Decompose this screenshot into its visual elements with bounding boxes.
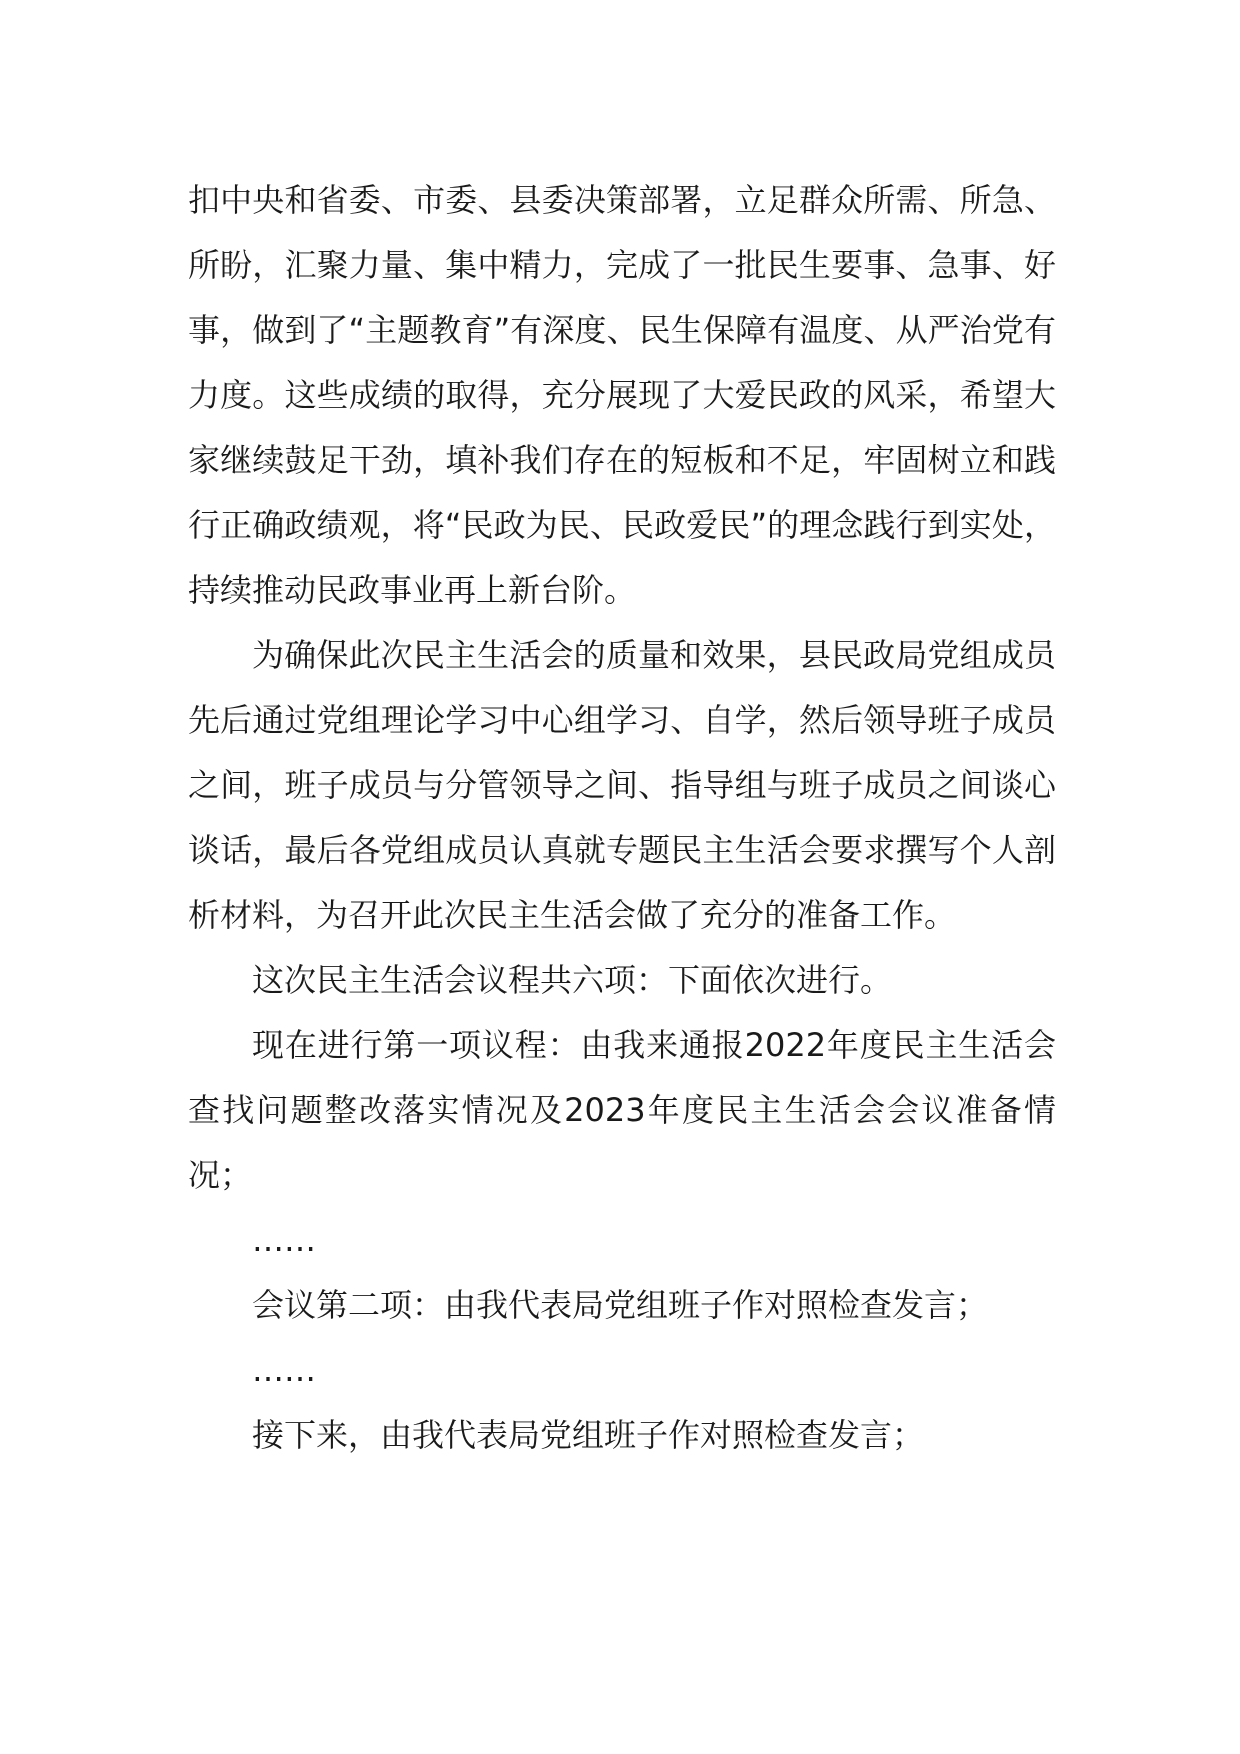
document-body	[188, 168, 1056, 1468]
ellipsis-1: ……	[252, 1221, 316, 1259]
paragraph-preparation: 为确保此次民主生活会的质量和效果，县民政局党组成员先后通过党组理论学习中心组学习、自学，然后领导班子成员之间，班子成员与分管领导之间、指导组与班子成员之间谈心谈话，最后各党组成员认真就专题民主生活会要求撰写个人剖析材料，为召开此次民主生活会做了充分的准备工作。	[188, 636, 1056, 934]
paragraph-agenda-item-1: 现在进行第一项议程：由我来通报2022年度民主生活会查找问题整改落实情况及2023年度民主生活会会议准备情况；	[188, 1026, 1056, 1194]
ellipsis-2: ……	[252, 1351, 316, 1389]
paragraph-agenda-item-2: 会议第二项：由我代表局党组班子作对照检查发言；	[252, 1286, 989, 1324]
paragraph-agenda-intro: 这次民主生活会议程共六项：下面依次进行。	[252, 961, 893, 999]
paragraph-continuation: 扣中央和省委、市委、县委决策部署，立足群众所需、所急、所盼，汇聚力量、集中精力，完成了一批民生要事、急事、好事，做到了“主题教育”有深度、民生保障有温度、从严治党有力度。这些成绩的取得，充分展现了大爱民政的风采，希望大家继续鼓足干劲，填补我们存在的短板和不足，牢固树立和践行正确政绩观，将“民政为民、民政爱民”的理念践行到实处，持续推动民政事业再上新台阶。	[188, 181, 1056, 609]
paragraph-next-step: 接下来，由我代表局党组班子作对照检查发言；	[252, 1416, 925, 1454]
